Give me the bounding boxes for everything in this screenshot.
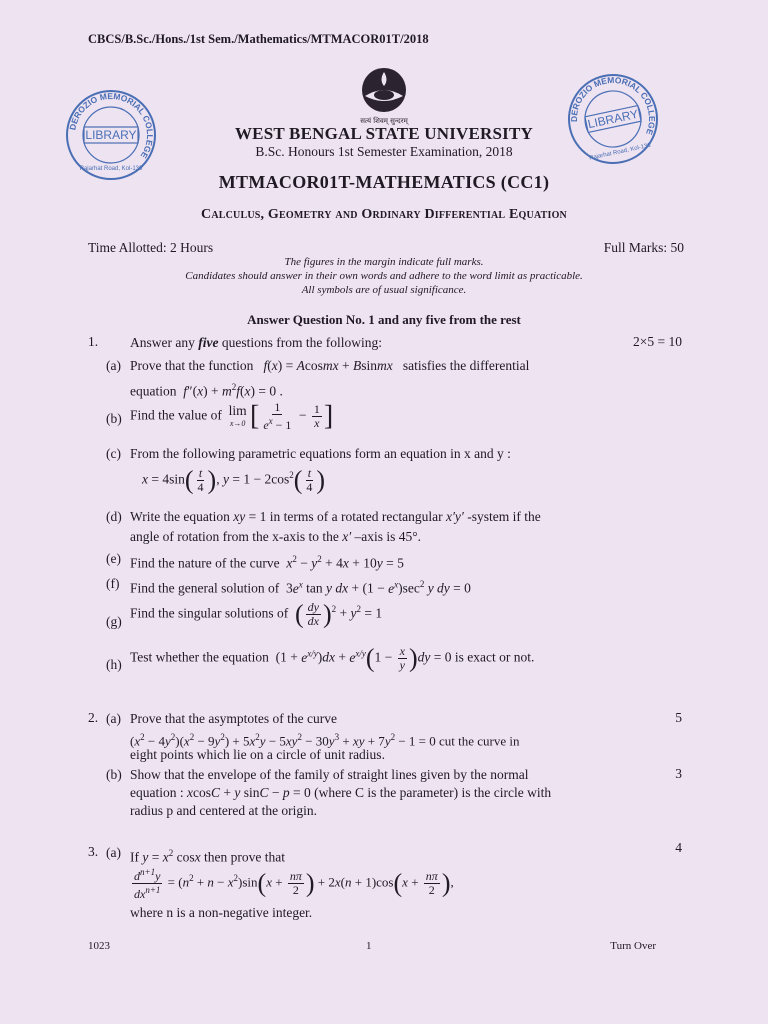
stamp-right-ring-text: DEROZIO MEMORIAL COLLEGE [568,74,658,137]
instruction-line: The figures in the margin indicate full marks. [284,256,484,268]
derivative-formula: $\frac{d^{n+1}y}{dx^{n+1}}$ = $(n^2 + n - x^2)\sin(x$ + $\frac{n\pi}{2}$ ) + 2x(n + 1)cos(x + $\frac{n\pi}{2}$ ), [134,867,454,901]
part-label: (h) [106,657,122,672]
question-part-g: Find the singular solutions of ( $\frac{dy}{dx}$ )$^2 + y^2 = 1$ [130,599,383,629]
paper-title: Calculus, Geometry and Ordinary Differential Equation [201,207,567,222]
part-label: (a) [106,711,121,726]
part-label: (c) [106,446,121,461]
question-3a-note: where n is a non-negative integer. [130,905,313,920]
question-number: 2. [88,710,99,725]
question-marks: 2×5 = 10 [633,334,682,349]
question-part-b: Find the value of lim x→0 [ $\frac{1}{e^x - 1}$ − $\frac{1}{x}$ ] [130,400,334,432]
stamp-right-center: LIBRARY [586,106,640,132]
question-marks: 4 [675,840,682,855]
logo-motto: सत्यं शिवम् सुन्दरम् [360,117,408,125]
part-label: (a) [106,358,121,373]
part-label: (a) [106,845,121,860]
page-number: 1 [366,940,372,952]
university-logo [351,66,417,126]
part-label: (g) [106,614,122,629]
stamp-left-center: LIBRARY [85,128,137,142]
part-label: (b) [106,411,122,426]
stamp-left-ring-text: DEROZIO MEMORIAL COLLEGE [67,90,156,161]
question-number: 1. [88,334,99,349]
question-2b: Show that the envelope of the family of straight lines given by the normal [130,767,529,782]
section-heading: Answer Question No. 1 and any five from the rest [247,312,521,327]
question-part-d: Write the equation xy = 1 in terms of a rotated rectangular x′y′ -system if the [130,509,541,524]
part-label: (d) [106,509,122,524]
question-2a-line3: eight points which lie on a circle of unit radius. [130,747,385,762]
question-3a: If $y = x^2$ cosx then prove that [130,848,285,865]
question-part-a-line2: equation $f''(x) + m^2f(x) = 0$ . [130,382,283,399]
question-2b-line2: equation : xcosC + y sinC − p = 0 (where C is the parameter) is the circle with [130,785,552,800]
curve-equation: $(x^2 - 4y^2)(x^2 - 9y^2) + 5x^2y - 5xy^2 - 30y^3$ + xy + $7y^2 - 1 = 0$ cut the curve in [130,732,520,749]
question-2b-line3: radius p and centered at the origin. [130,803,318,818]
stamp-right-bottom: Rajarhat Road, Kol-136 [588,142,652,162]
turn-over: Turn Over [610,940,656,952]
part-label: (e) [106,551,121,566]
university-name: WEST BENGAL STATE UNIVERSITY [234,124,533,143]
full-marks: Full Marks: 50 [603,240,684,255]
instruction-line: All symbols are of usual significance. [301,284,467,296]
paper-code: MTMACOR01T-MATHEMATICS (CC1) [218,172,550,192]
parametric-equations: x = 4sin( $\frac{t}{4}$ ), $y = 1 - 2\cos^2$( $\frac{t}{4}$ ) [142,465,326,495]
stamp-left-bottom: Rajarhat Road, Kol-136 [79,166,143,172]
paper-reference-code: CBCS/B.Sc./Hons./1st Sem./Mathematics/MTMACOR01T/2018 [88,32,429,46]
question-marks: 5 [675,710,682,725]
question-stem: Answer any five questions from the following: [130,335,382,350]
part-label: (f) [106,576,120,591]
question-marks: 3 [675,766,682,781]
exam-title: B.Sc. Honours 1st Semester Examination, 2018 [255,144,513,159]
question-part-h: Test whether the equation $(1 + e^{x/y})dx + e^{x/y}(1$ − $\frac{x}{y}$ )dy = 0 is exact or not. [130,643,535,673]
question-part-d-line2: angle of rotation from the x-axis to the x′ –axis is 45°. [130,529,422,544]
time-allotted: Time Allotted: 2 Hours [88,240,214,255]
question-2a: Prove that the asymptotes of the curve [130,711,337,726]
question-number: 3. [88,844,99,859]
question-part-c: From the following parametric equations form an equation in x and y : [130,446,511,461]
question-part-a: Prove that the function f(x) = Acosmx + Bsinmx satisfies the differential [130,358,530,373]
question-part-e: Find the nature of the curve $x^2 - y^2 + 4x + 10y = 5$ [130,554,404,571]
instruction-line: Candidates should answer in their own words and adhere to the word limit as practicable. [185,270,583,282]
footer-code: 1023 [88,940,110,952]
part-label: (b) [106,767,122,782]
question-part-f: Find the general solution of $3e^x$ tan y dx + $(1 - e^x)\sec^2$ y dy = 0 [130,579,471,596]
